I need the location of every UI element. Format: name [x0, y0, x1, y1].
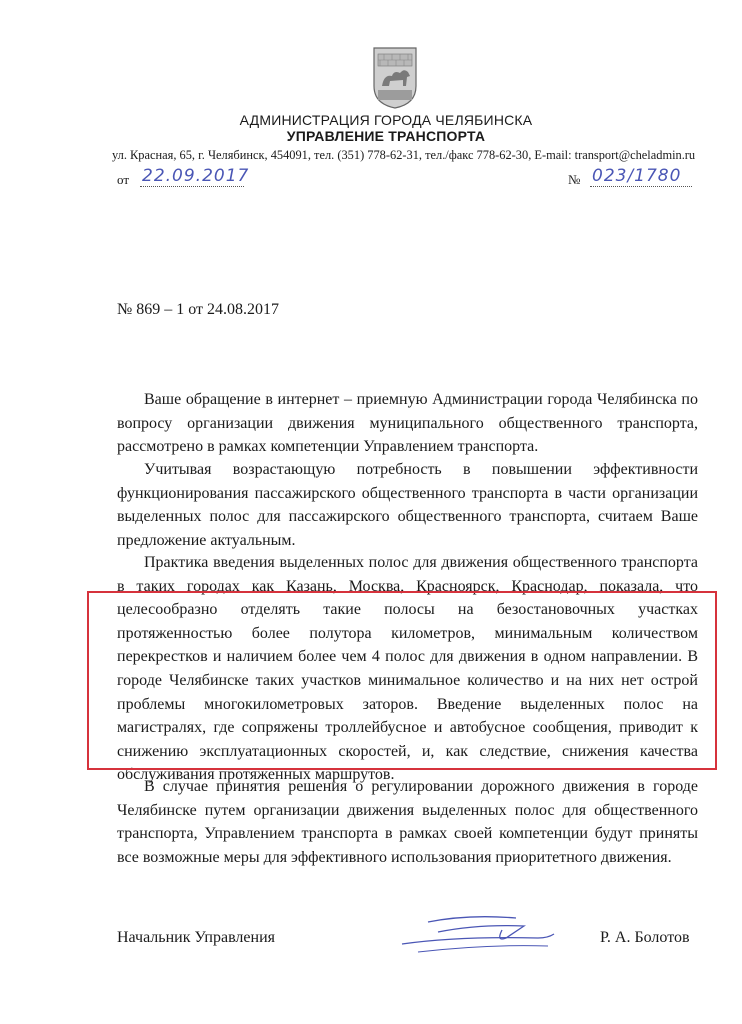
- outgoing-date: 22.09.2017: [142, 166, 250, 186]
- department-name: УПРАВЛЕНИЕ ТРАНСПОРТА: [286, 128, 486, 144]
- org-name: АДМИНИСТРАЦИЯ ГОРОДА ЧЕЛЯБИНСКА: [239, 112, 533, 128]
- paragraph-text: В случае принятия решения о регулировании дорожного движения в городе Челябинске путем организации движения выделенных полос для общественного транспорта, Управлением транспорта в рамках своей компетенции будут приняты все возможные меры для эффективного использования приоритетного движения.: [117, 778, 698, 866]
- reference-number: № 869 – 1 от 24.08.2017: [117, 301, 280, 318]
- paragraph-2: [117, 458, 698, 552]
- outgoing-number: 023/1780: [590, 166, 692, 187]
- paragraph-4: [117, 775, 698, 869]
- paragraph-text: Учитывая возрастающую потребность в повышении эффективности функционирования пассажирского общественного транспорта в части организации выделенных полос для пассажирского общественного транспорта, считаем Ваше предложение актуальным.: [117, 461, 698, 549]
- handwritten-signature: [398, 908, 558, 958]
- signer-name: Р. А. Болотов: [600, 929, 690, 946]
- contact-address: ул. Красная, 65, г. Челябинск, 454091, тел. (351) 778-62-31, тел./факс 778-62-30, E-mail: transport@cheladmin.ru: [112, 148, 696, 162]
- highlight-box: [87, 591, 717, 770]
- date-label: от: [117, 172, 130, 187]
- paragraph-text: Практика введения выделенных полос для движения общественного транспорта в таких городах как Казань, Москва, Красноярск, Краснодар, показала, что целесообразно отделять такие полосы на безостановочных участках протяженностью более полутора километров, минимальным количеством перекрестков и наличием более чем 4 полос для движения в одном направлении. В городе Челябинске таких участков минимальное количество и на них нет острой проблемы многокилометровых заторов. Введение выделенных полос на магистралях, где сопряжены троллейбусное и автобусное сообщения, приводит к снижению эксплуатационных скоростей, и, как следствие, снижения качества обслуживания протяженных маршрутов.: [117, 554, 698, 784]
- city-crest-icon: [372, 46, 418, 110]
- signer-position: Начальник Управления: [117, 929, 275, 946]
- paragraph-1: [117, 388, 698, 459]
- paragraph-text: Ваше обращение в интернет – приемную Администрации города Челябинска по вопросу организации движения муниципального общественного транспорта, рассмотрено в рамках компетенции Управлением транспорта.: [117, 391, 698, 456]
- number-label: №: [568, 172, 581, 187]
